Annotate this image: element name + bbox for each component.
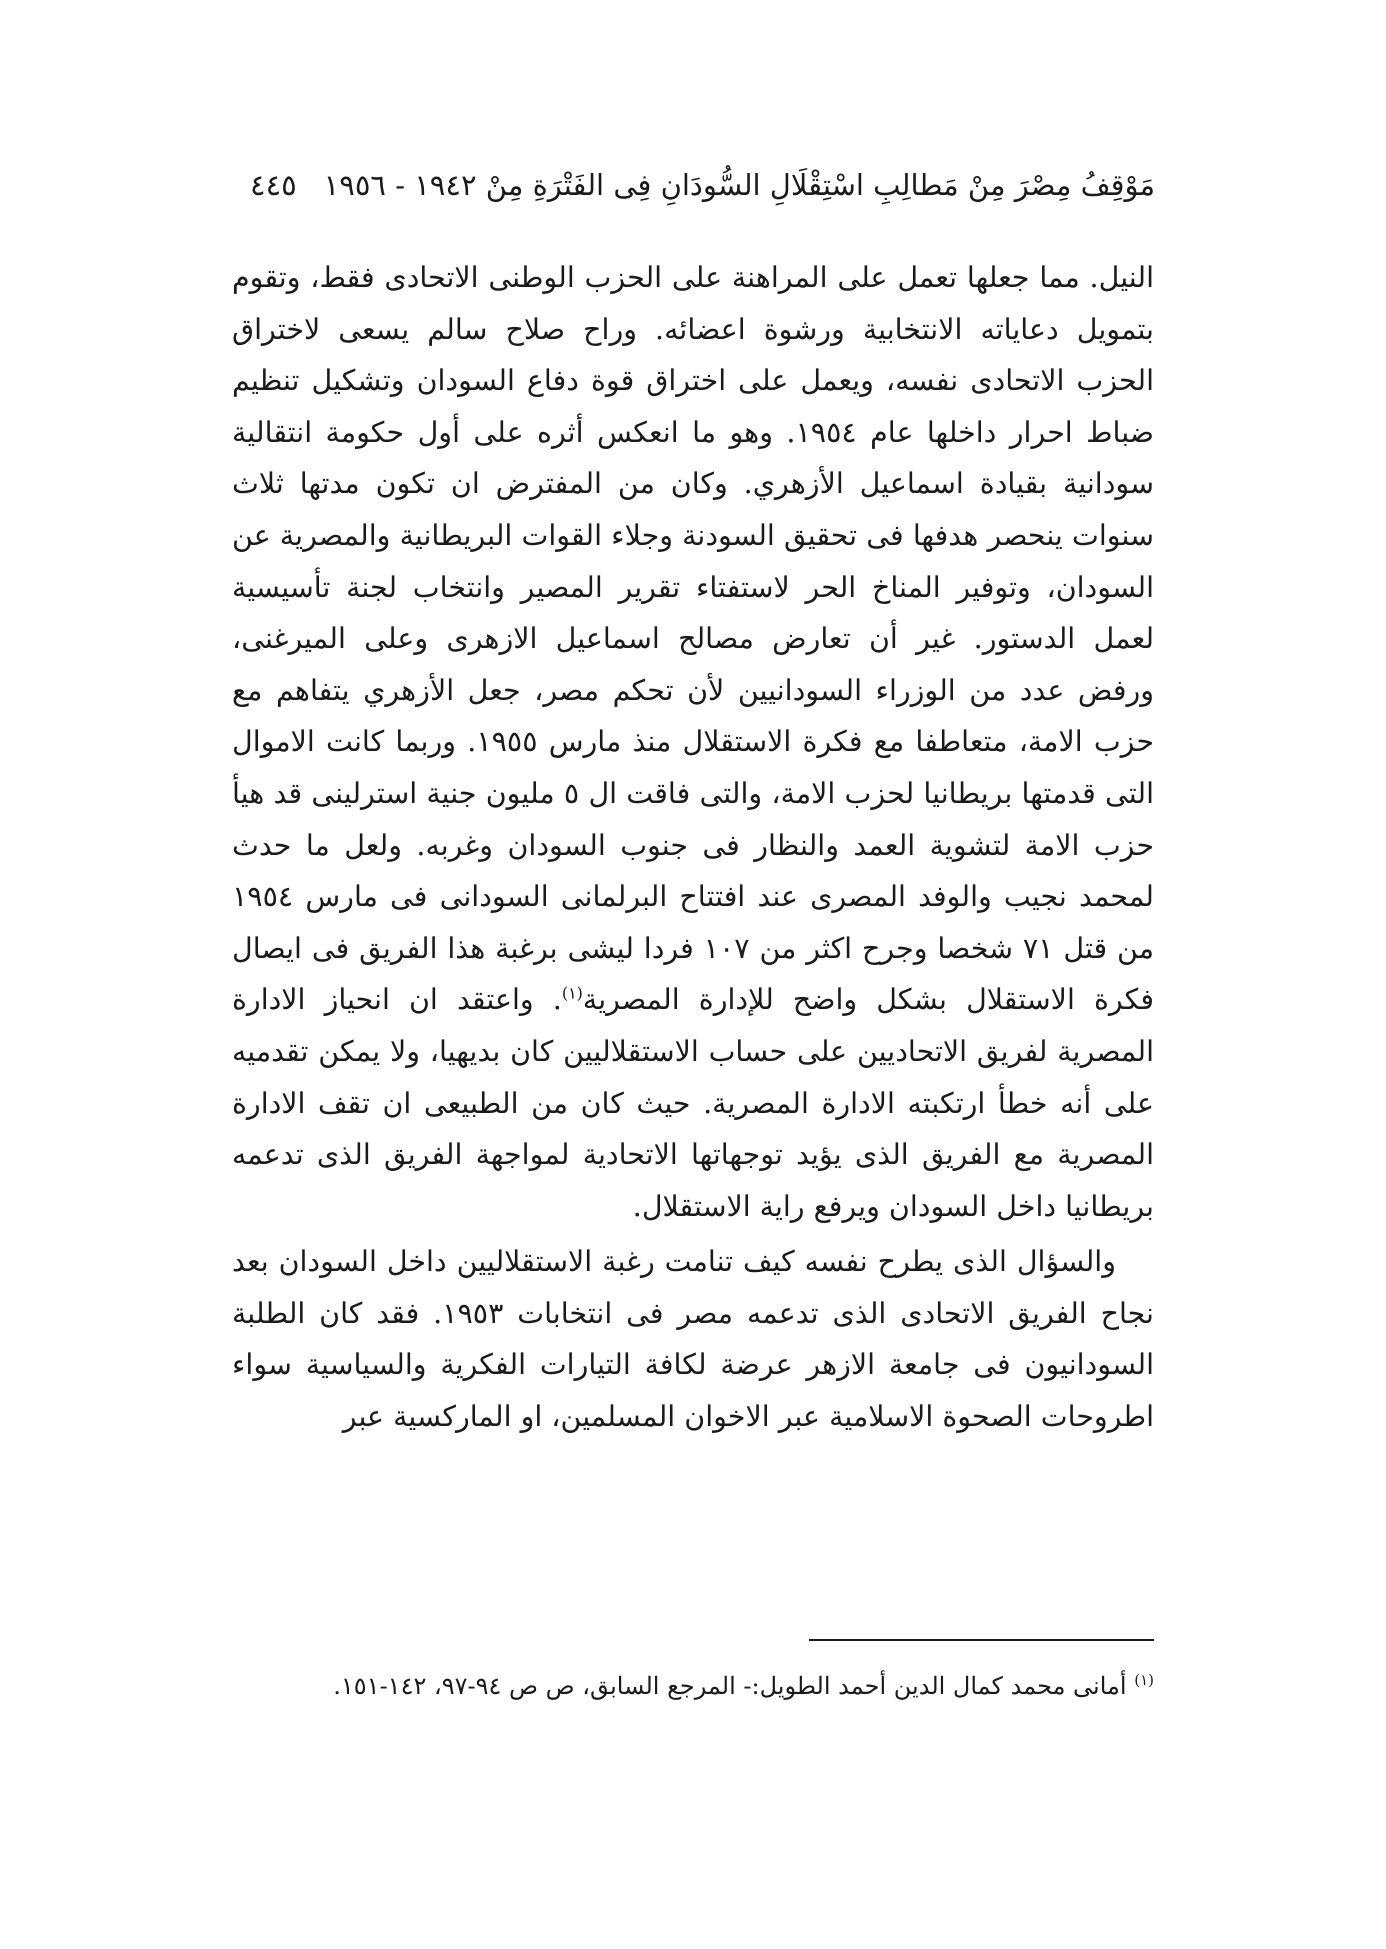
paragraph-1-text-start: النيل. مما جعلها تعمل على المراهنة على الحزب الوطنى الاتحادى فقط، وتقوم بتمويل دعاياته الانتخابية ورشوة اعضائه. وراح صلاح سالم يسعى لاختراق الحزب الاتحادى نفسه، ويعمل على اختراق قوة دفاع السودان وتشكيل تنظيم ضباط احرار داخلها عام ١٩٥٤. وهو ما انعكس أثره على أول حكومة انتقالية سودانية بقيادة اسماعيل الأزهري. وكان من المفترض ان تكون مدتها ثلاث سنوات ينحصر هدفها فى تحقيق السودنة وجلاء القوات البريطانية والمصرية عن السودان، وتوفير المناخ الحر لاستفتاء تقرير المصير وانتخاب لجنة تأسيسية لعمل الدستور. غير أن تعارض مصالح اسماعيل الازهرى وعلى الميرغنى، ورفض عدد من الوزراء السودانيين لأن تحكم مصر، جعل الأزهري يتفاهم مع حزب الامة، متعاطفا مع فكرة الاستقلال منذ مارس ١٩٥٥. وربما كانت الاموال التى قدمتها بريطانيا لحزب الامة، والتى فاقت ال ٥ مليون جنية استرلينى قد هيأ حزب الامة لتشوية العمد والنظار فى جنوب السودان وغربه. ولعل ما حدث لمحمد نجيب والوفد المصرى عند افتتاح البرلمانى السودانى فى مارس ١٩٥٤ من قتل ٧١ شخصا وجرح اكثر من ١٠٧ فردا ليشى برغبة هذا الفريق فى ايصال فكرة الاستقلال بشكل واضح للإدارة المصرية [232, 261, 1155, 1017]
footnote-reference[interactable]: (١) [561, 983, 583, 1003]
running-title: مَوْقِفُ مِصْرَ مِنْ مَطالِبِ اسْتِقْلَالِ السُّودَانِ فِى الفَتْرَةِ مِنْ ١٩٤٢ - ١٩٥٦ [323, 168, 1155, 202]
page-number: ٤٤٥ [250, 168, 297, 202]
footnote-text: أمانى محمد كمال الدين أحمد الطويل:- المرجع السابق، ص ص ٩٤-٩٧، ١٤٢-١٥١. [333, 1672, 1127, 1700]
paragraph-1-text-end: . واعتقد ان انحياز الادارة المصرية لفريق الاتحاديين على حساب الاستقلاليين كان بديهيا، ولا يمكن تقدميه على أنه خطأ ارتكبته الادارة المصرية. حيث كان من الطبيعى ان تقف الادارة المصرية مع الفريق الذى يؤيد توجهاتها الاتحادية لمواجهة الفريق الذى تدعمه بريطانيا داخل السودان ويرفع راية الاستقلال. [232, 983, 1154, 1223]
footnote-mark: (١) [1134, 1671, 1154, 1689]
footnote [232, 1666, 1154, 1706]
paragraph-1 [232, 252, 1154, 1232]
paragraph-2: والسؤال الذى يطرح نفسه كيف تنامت رغبة الاستقلاليين داخل السودان بعد نجاح الفريق الاتحادى الذى تدعمه مصر فى انتخابات ١٩٥٣. فقد كان الطلبة السودانيون فى جامعة الازهر عرضة لكافة التيارات الفكرية والسياسية سواء اطروحات الصحوة الاسلامية عبر الاخوان المسلمين، او الماركسية عبر [232, 1245, 1154, 1434]
footnote-separator [809, 1639, 1154, 1641]
page-header [250, 160, 1155, 210]
body-text [232, 252, 1154, 1443]
